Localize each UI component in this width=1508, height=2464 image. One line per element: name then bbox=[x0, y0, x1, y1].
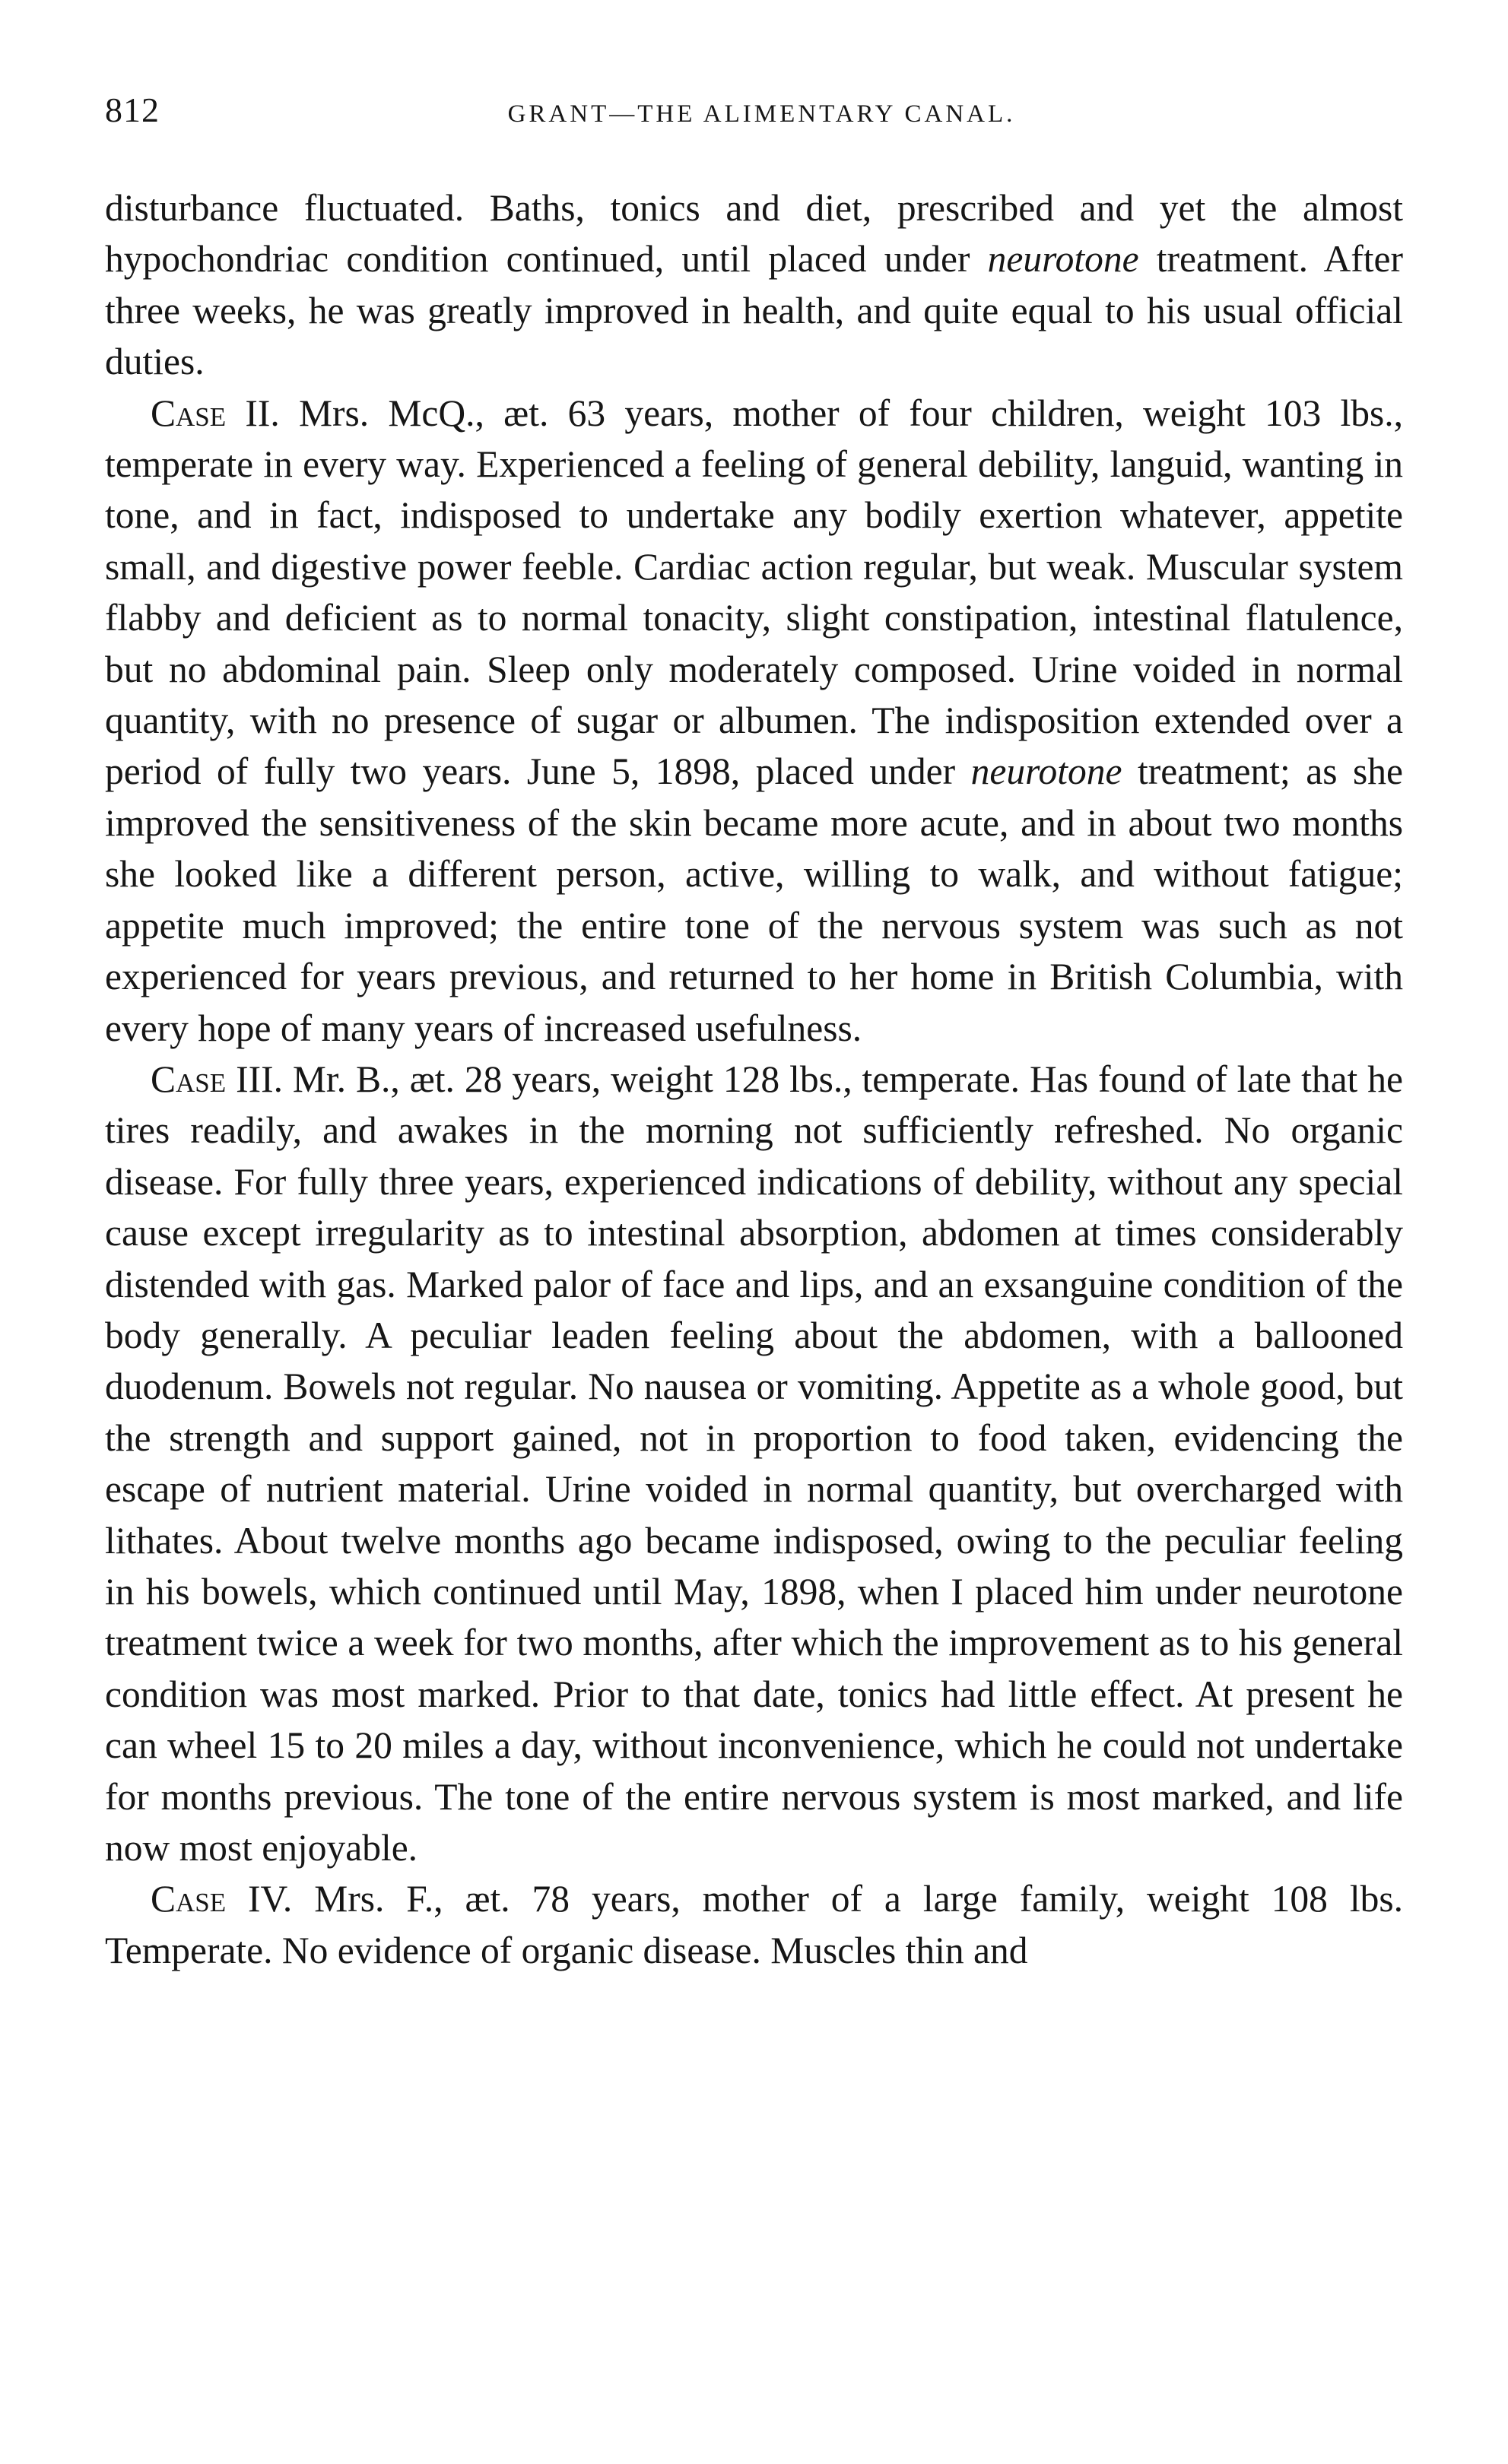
paragraph-text: IV. Mrs. F., æt. 78 years, mother of a large family, weight 108 lbs. Temperate. No evidence of organic disease. Muscles thin and bbox=[105, 1878, 1403, 1971]
case-label: Case bbox=[151, 1058, 227, 1100]
paragraph-text: III. Mr. B., æt. 28 years, weight 128 lbs., temperate. Has found of late that he tires readily, and awakes in the morning not sufficiently refreshed. No organic disease. For fully three years, experienced indications of debility, without any special cause except irregularity as to intestinal absorption, abdomen at times considerably distended with gas. Marked palor of face and lips, and an exsanguine condition of the body generally. A peculiar leaden feeling about the abdomen, with a ballooned duodenum. Bowels not regular. No nausea or vomiting. Appetite as a whole good, but the strength and support gained, not in proportion to food taken, evidencing the escape of nutrient material. Urine voided in normal quantity, but overcharged with lithates. About twelve months ago became indisposed, owing to the peculiar feeling in his bowels, which continued until May, 1898, when I placed him under neurotone treatment twice a week for two months, after which the improvement as to his general condition was most marked. Prior to that date, tonics had little effect. At present he can wheel 15 to 20 miles a day, without inconvenience, which he could not undertake for months previous. The tone of the entire nervous system is most marked, and life now most enjoyable. bbox=[105, 1058, 1403, 1869]
body-text bbox=[105, 182, 1403, 1976]
paragraph bbox=[105, 1054, 1403, 1874]
paragraph bbox=[105, 182, 1403, 388]
paragraph-text: II. Mrs. McQ., æt. 63 years, mother of four children, weight 103 lbs., temperate in every way. Experienced a feeling of general debility, languid, wanting in tone, and in fact, indisposed to undertake any bodily exertion whatever, appetite small, and digestive power feeble. Cardiac action regular, but weak. Muscular system flabby and deficient as to normal tonacity, slight constipation, intestinal flatulence, but no abdominal pain. Sleep only moderately composed. Urine voided in normal quantity, with no presence of sugar or albumen. The indisposition extended over a period of fully two years. June 5, 1898, placed under bbox=[105, 392, 1403, 793]
italic-term: neurotone bbox=[970, 750, 1122, 793]
paragraph-text: treatment; as she improved the sensitiveness of the skin became more acute, and in about two months she looked like a different person, active, willing to walk, and without fatigue; appetite much improved; the entire tone of the nervous system was such as not experienced for years previous, and returned to her home in British Columbia, with every hope of many years of increased usefulness. bbox=[105, 750, 1403, 1049]
page-number: 812 bbox=[105, 90, 160, 129]
italic-term: neurotone bbox=[987, 238, 1139, 281]
case-label: Case bbox=[151, 392, 227, 434]
paragraph-text: disturbance fluctuated. Baths, tonics and diet, prescribed and yet the almost hypochondriac condition continued, until placed under bbox=[105, 187, 1403, 281]
paragraph-text: treatment. After three weeks, he was greatly improved in health, and quite equal to his usual official duties. bbox=[105, 238, 1403, 383]
paragraph bbox=[105, 388, 1403, 1054]
case-label: Case bbox=[151, 1878, 227, 1920]
paragraph bbox=[105, 1873, 1403, 1976]
running-title: GRANT—THE ALIMENTARY CANAL. bbox=[507, 100, 1016, 128]
running-head bbox=[105, 90, 1403, 143]
